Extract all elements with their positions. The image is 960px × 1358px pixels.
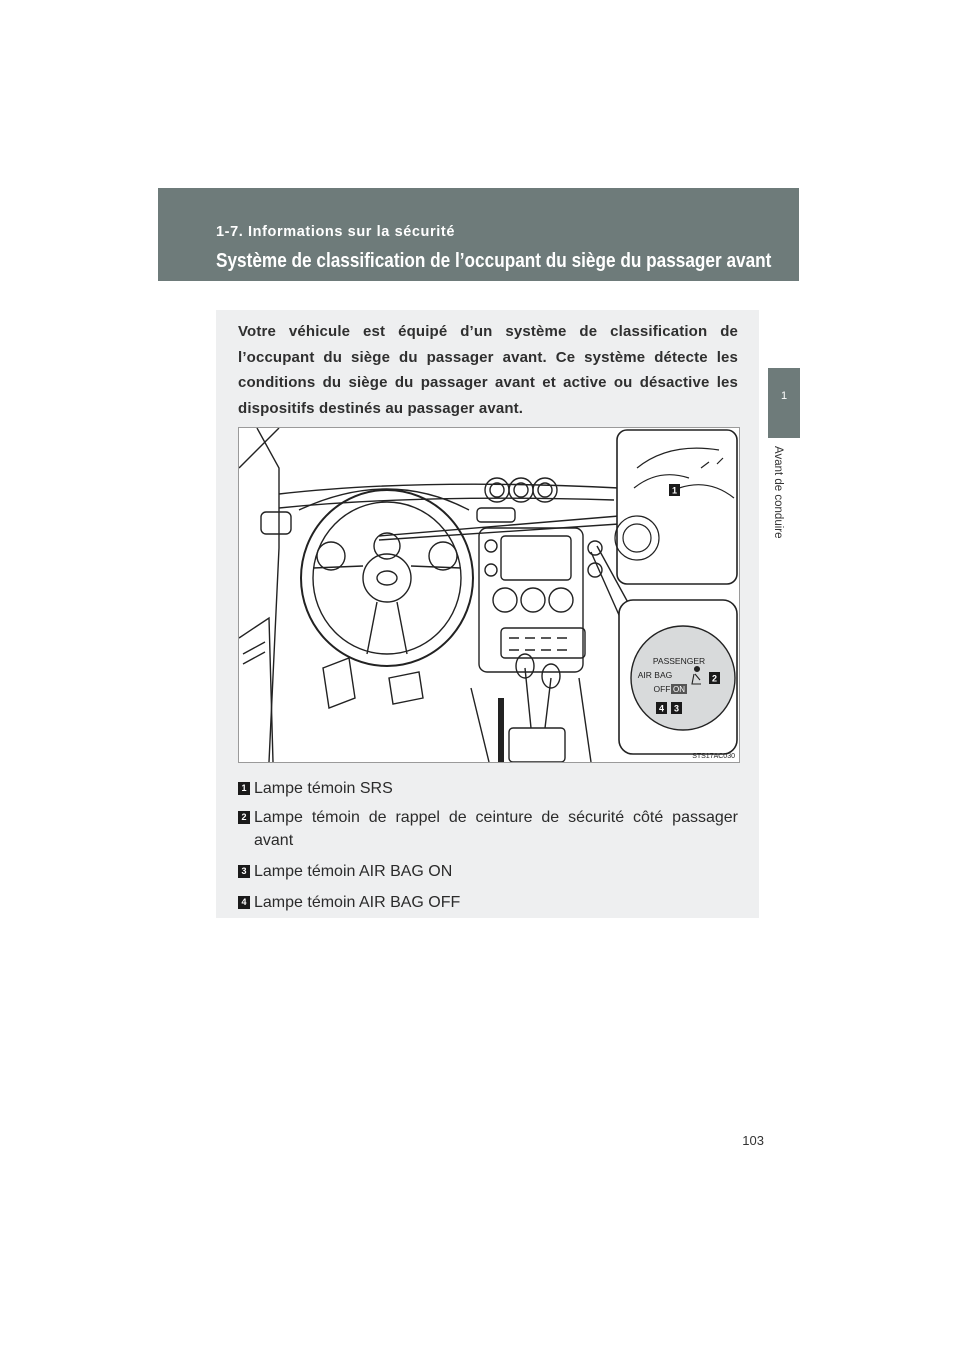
dashboard-illustration bbox=[238, 427, 740, 763]
chapter-tab-label: Avant de conduire bbox=[772, 446, 784, 539]
callout-4: 4 bbox=[658, 703, 665, 714]
page-title: Système de classification de l’occupant du siège du passager avant bbox=[216, 250, 772, 272]
section-label: 1-7. Informations sur la sécurité bbox=[216, 224, 455, 240]
legend-item bbox=[238, 891, 738, 914]
legend-item bbox=[238, 777, 738, 800]
legend-item bbox=[238, 806, 738, 852]
callout-1: 1 bbox=[671, 485, 678, 496]
content-box bbox=[216, 310, 759, 918]
panel-airbag: AIR BAG bbox=[637, 670, 673, 680]
legend-badge: 3 bbox=[238, 865, 250, 878]
page-number: 103 bbox=[742, 1133, 764, 1148]
chapter-tab bbox=[768, 368, 800, 438]
callout-3: 3 bbox=[673, 703, 680, 714]
panel-passenger: PASSENGER bbox=[652, 656, 706, 666]
chapter-header bbox=[158, 188, 799, 281]
intro-paragraph: Votre véhicule est équipé d’un système de classification de l’occupant du siège du passager avant. Ce système détecte les conditions du siège du passager avant et active ou désactive les dispositifs destinés au passager avant. bbox=[238, 323, 738, 417]
figure-code: STS17AC030 bbox=[692, 753, 735, 760]
legend-text: Lampe témoin de rappel de ceinture de sécurité côté passager avant bbox=[254, 809, 738, 849]
legend-badge: 4 bbox=[238, 896, 250, 909]
legend-item bbox=[238, 860, 738, 883]
legend-text: Lampe témoin AIR BAG ON bbox=[254, 863, 453, 880]
chapter-tab-label-wrap bbox=[772, 446, 792, 572]
legend-text: Lampe témoin SRS bbox=[254, 780, 393, 797]
legend-badge: 2 bbox=[238, 811, 250, 824]
dashboard-drawing bbox=[239, 428, 739, 762]
panel-on: ON bbox=[673, 685, 685, 694]
legend-badge: 1 bbox=[238, 782, 250, 795]
callout-2: 2 bbox=[711, 673, 718, 684]
chapter-tab-number: 1 bbox=[780, 390, 788, 402]
panel-off: OFF bbox=[653, 684, 671, 694]
legend-text: Lampe témoin AIR BAG OFF bbox=[254, 894, 461, 911]
legend-list bbox=[238, 777, 738, 914]
